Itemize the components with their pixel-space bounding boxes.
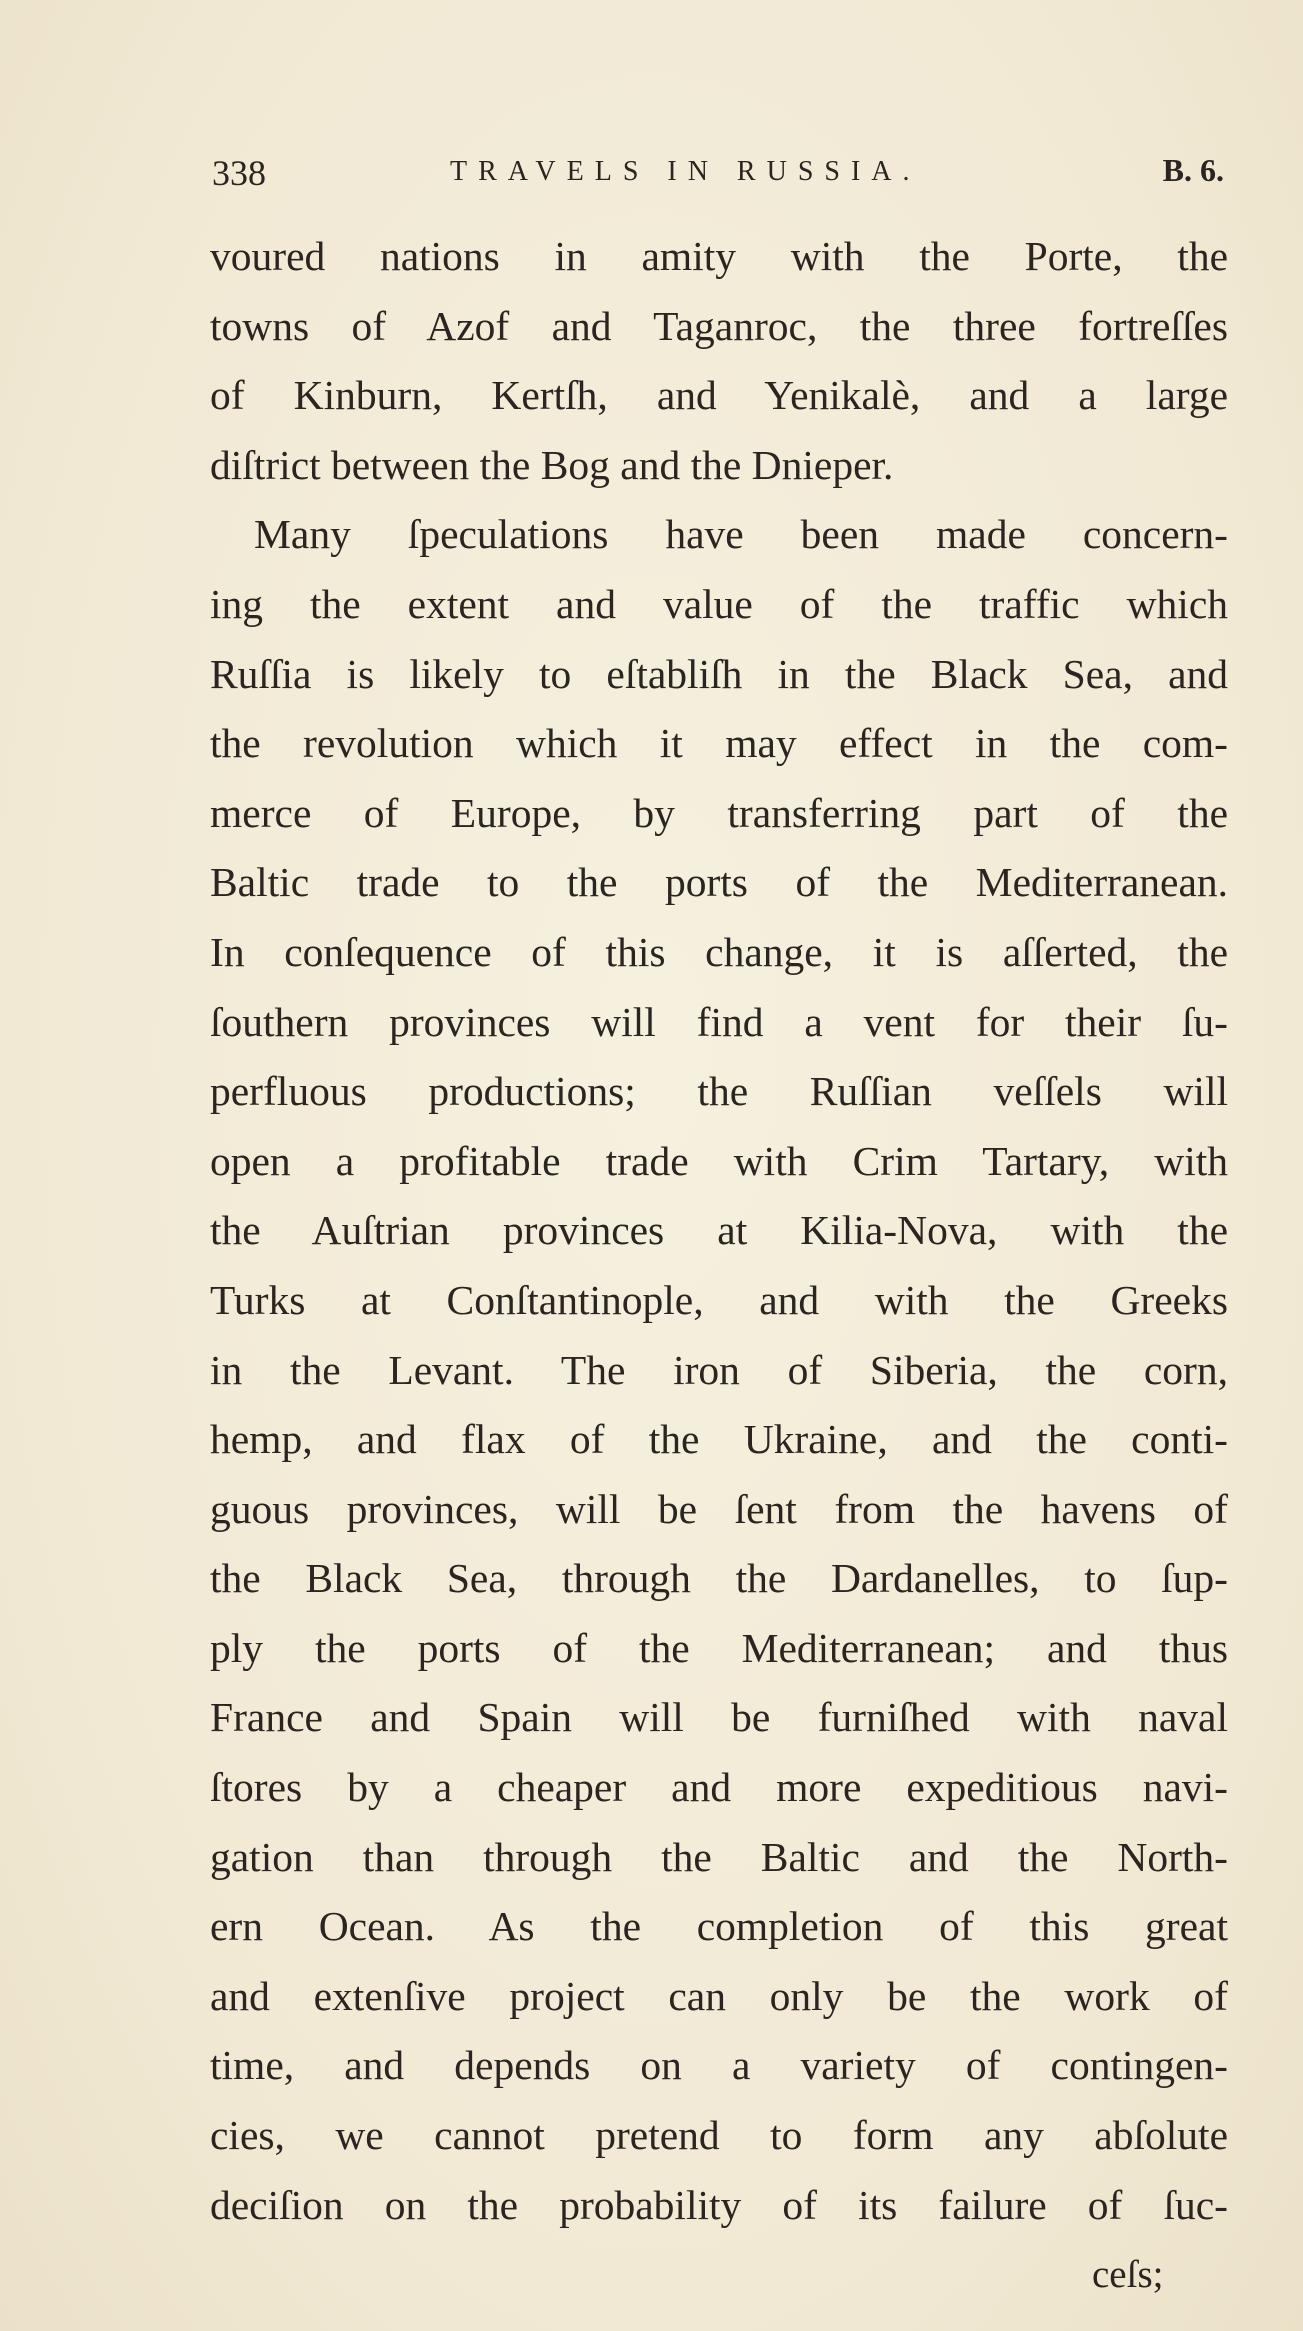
- text-line: In conſequence of this change, it is aſſerted, the: [210, 928, 1228, 975]
- text-line: the Black Sea, through the Dardanelles, to ſup-: [210, 1555, 1228, 1602]
- running-header: [212, 152, 1230, 198]
- catchword-line: [210, 2240, 1228, 2310]
- text-line: ing the extent and value of the traffic which: [210, 580, 1228, 627]
- text-line: Turks at Conſtantinople, and with the Greeks: [210, 1276, 1228, 1323]
- text-line: diſtrict between the Bog and the Dnieper.: [210, 441, 894, 488]
- text-line: Ruſſia is likely to eſtabliſh in the Black Sea, and: [210, 650, 1228, 697]
- text-line: in the Levant. The iron of Siberia, the corn,: [210, 1346, 1228, 1393]
- page-number: 338: [212, 153, 266, 193]
- text-line: perfluous productions; the Ruſſian veſſels will: [210, 1068, 1228, 1115]
- text-line: merce of Europe, by transferring part of the: [210, 789, 1228, 836]
- text-line: the Auſtrian provinces at Kilia-Nova, with the: [210, 1207, 1228, 1254]
- text-line: ern Ocean. As the completion of this great: [210, 1903, 1228, 1950]
- text-line: towns of Azof and Taganroc, the three fortreſſes: [210, 302, 1228, 349]
- text-line: ſtores by a cheaper and more expeditious navi-: [210, 1764, 1228, 1811]
- text-line: guous provinces, will be ſent from the havens of: [210, 1485, 1228, 1532]
- text-line: of Kinburn, Kertſh, and Yenikalè, and a large: [210, 372, 1228, 419]
- text-line: Baltic trade to the ports of the Mediterranean.: [210, 859, 1228, 906]
- text-line: open a profitable trade with Crim Tartary, with: [210, 1137, 1228, 1184]
- text-line: ply the ports of the Mediterranean; and thus: [210, 1624, 1228, 1671]
- catchword: ceſs;: [1092, 2253, 1164, 2297]
- text-line: the revolution which it may effect in the com-: [210, 720, 1228, 767]
- text-line: voured nations in amity with the Porte, the: [210, 233, 1228, 279]
- book-reference: B. 6.: [1162, 152, 1224, 188]
- paragraph-start-line: Many ſpeculations have been made concern-: [254, 511, 1228, 558]
- running-title: TRAVELS IN RUSSIA.: [450, 156, 921, 187]
- text-line: hemp, and flax of the Ukraine, and the conti-: [210, 1416, 1228, 1463]
- text-line: cies, we cannot pretend to form any abſolute: [210, 2112, 1228, 2159]
- text-line: France and Spain will be furniſhed with naval: [210, 1694, 1228, 1741]
- text-line: time, and depends on a variety of contingen-: [210, 2042, 1228, 2089]
- text-line: deciſion on the probability of its failure of ſuc-: [210, 2181, 1228, 2228]
- text-line: gation than through the Baltic and the North-: [210, 1833, 1228, 1880]
- text-line: ſouthern provinces will find a vent for their ſu-: [210, 998, 1228, 1045]
- body-text: [210, 222, 1228, 2310]
- text-line: and extenſive project can only be the work of: [210, 1972, 1228, 2019]
